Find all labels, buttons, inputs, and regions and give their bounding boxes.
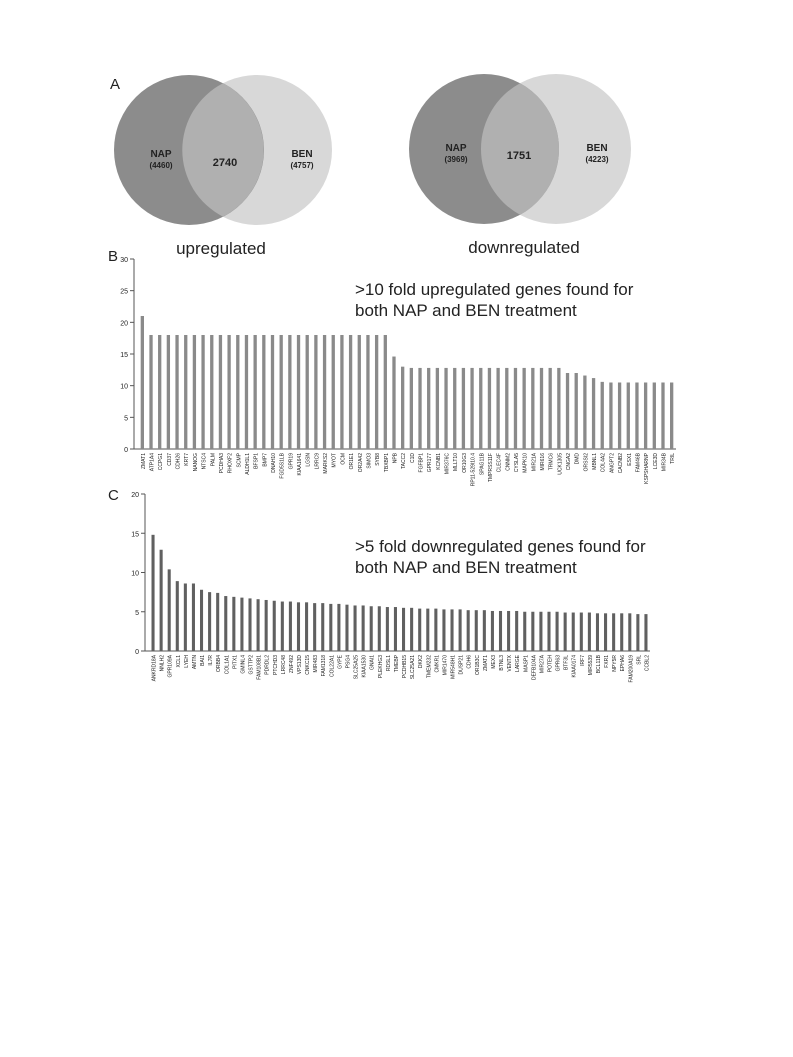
chart-b-ytick-label: 30: [120, 257, 128, 264]
chart-c-bar: [491, 611, 494, 651]
chart-b-bar: [601, 382, 604, 449]
chart-b-category-label: CYSLA5: [513, 453, 520, 473]
chart-c-category-label: OR1B3C: [474, 655, 481, 676]
chart-b-bar: [575, 373, 578, 449]
chart-c-category-label: IL7R: [208, 655, 215, 666]
chart-b-category-label: NTSC4: [201, 453, 208, 470]
chart-c-category-label: GPR109A: [167, 655, 174, 678]
chart-b-category-label: OR2A42: [357, 453, 364, 473]
chart-b-category-label: CDH26: [175, 453, 182, 470]
chart-b-bar: [635, 383, 638, 450]
chart-c-category-label: LRRC48: [280, 655, 287, 675]
chart-b-category-label: ATP1A4: [149, 453, 156, 472]
chart-c-category-label: POTEH: [547, 655, 554, 673]
chart-c-bar: [434, 609, 437, 651]
chart-c-category-label: BTNL3: [499, 655, 506, 671]
chart-b-bar: [427, 368, 430, 449]
chart-c-bar: [604, 613, 607, 651]
chart-c-category-label: MIR5539: [587, 655, 594, 676]
chart-c-bar: [628, 613, 631, 651]
chart-b-category-label: MIR616: [540, 453, 546, 471]
chart-b-category-label: TMPRSS11F: [487, 453, 494, 483]
chart-c-bar: [588, 613, 591, 651]
venn-up-overlap-count: 2740: [212, 157, 238, 169]
chart-c-category-label: VENTX: [507, 655, 514, 672]
chart-c-bar: [240, 598, 243, 651]
venn-down-nap-count: (3969): [444, 155, 468, 164]
chart-c-bar: [636, 614, 639, 651]
chart-b-bar: [514, 368, 517, 449]
chart-b-bar: [531, 368, 534, 449]
chart-c-category-label: TMEBP: [393, 655, 400, 673]
chart-b-bar: [349, 335, 352, 449]
chart-c-bar: [394, 607, 397, 651]
chart-b-bar: [549, 368, 552, 449]
chart-b-category-label: CCPG1: [158, 453, 165, 471]
chart-c-category-label: DKK2: [418, 655, 425, 669]
chart-c-category-label: ZNF492: [288, 655, 295, 674]
chart-c-category-label: LYEH: [183, 655, 190, 668]
chart-b-bar: [236, 335, 239, 449]
chart-c-bar: [248, 598, 251, 651]
chart-c-bar: [418, 609, 421, 651]
chart-b-category-label: FGFBP1: [418, 453, 425, 473]
chart-c-category-label: RDSL1: [385, 655, 392, 672]
chart-c-bar: [216, 593, 219, 651]
chart-c-bar: [192, 583, 195, 651]
chart-b-bar: [149, 335, 152, 449]
chart-c-bar: [564, 613, 567, 651]
chart-b-category-label: TBXBP1: [383, 453, 390, 473]
chart-c-bar: [152, 535, 155, 651]
chart-c-ytick-label: 0: [135, 649, 139, 656]
chart-b-category-label: NPB: [392, 453, 399, 464]
chart-c-category-label: ANKRD18A: [151, 655, 158, 682]
chart-c-bar: [281, 602, 284, 651]
chart-b-bar: [332, 335, 335, 449]
chart-b-category-label: BMP7: [262, 453, 269, 467]
chart-b-title-line-2: both NAP and BEN treatment: [355, 301, 577, 320]
chart-c-bar: [475, 610, 478, 651]
chart-b-bar: [201, 335, 204, 449]
chart-c-category-label: NPY5R: [612, 655, 619, 672]
chart-c-bar: [580, 613, 583, 651]
chart-c-bar: [410, 608, 413, 651]
chart-c-bar: [378, 606, 381, 651]
chart-c-category-label: FAM108B1: [256, 655, 263, 680]
chart-b-bar: [488, 368, 491, 449]
chart-b-bar: [462, 368, 465, 449]
chart-c-bar: [507, 611, 510, 651]
chart-b-title-line-1: >10 fold upregulated genes found for: [355, 280, 634, 299]
chart-c-bar: [297, 602, 300, 651]
chart-b-category-label: KSPSHARNP: [644, 453, 651, 484]
chart-b-category-label: PALM: [210, 453, 217, 467]
chart-b-bar: [384, 335, 387, 449]
chart-b-category-label: LGSN: [305, 453, 312, 467]
chart-b-bar: [644, 383, 647, 450]
chart-c-category-label: PTCHD3: [272, 655, 279, 676]
chart-b-bar: [141, 316, 144, 449]
venn-down-nap-label: NAP: [445, 143, 467, 154]
chart-c-bar: [273, 601, 276, 651]
chart-b-category-label: BFSP1: [253, 453, 260, 469]
chart-c-title-line-1: >5 fold downregulated genes found for: [355, 537, 646, 556]
chart-b-category-label: ZMAT1: [140, 453, 147, 470]
chart-b-category-label: TACC2: [401, 453, 408, 470]
chart-b-bar: [523, 368, 526, 449]
chart-c-bar: [515, 611, 518, 651]
chart-b-bar: [288, 335, 291, 449]
chart-b-bar: [227, 335, 230, 449]
chart-c-bar: [224, 596, 227, 651]
chart-b-bar: [410, 368, 413, 449]
chart-c-category-label: CCBL2: [644, 655, 651, 672]
venn-down-ben-label: BEN: [586, 143, 608, 154]
chart-c-category-label: MIR483: [313, 655, 320, 673]
chart-b-bar: [340, 335, 343, 449]
chart-c-ytick-label: 15: [131, 531, 139, 539]
chart-c-bar: [208, 592, 211, 651]
chart-b-category-label: PCDHA3: [218, 453, 225, 474]
chart-c-category-label: COL22A1: [329, 655, 336, 677]
chart-b-category-label: CACNB2: [618, 453, 625, 474]
chart-b-bar: [306, 335, 309, 449]
chart-c-category-label: BCL11B: [595, 655, 602, 674]
chart-c-bar: [168, 569, 171, 651]
chart-b-bar: [323, 335, 326, 449]
chart-b-category-label: CLEC4F: [496, 453, 503, 473]
panel-label-b: B: [108, 248, 119, 265]
chart-c-bar: [386, 607, 389, 651]
chart-b-category-label: CD37: [166, 453, 173, 466]
chart-c-category-label: PCDHB15: [402, 655, 409, 679]
chart-c-category-label: NNLH2: [159, 655, 166, 672]
chart-b-bar: [470, 368, 473, 449]
chart-c-bar: [596, 613, 599, 651]
chart-b-category-label: MBNL1: [592, 453, 599, 470]
chart-c-bar: [459, 609, 462, 651]
chart-b-bar: [245, 335, 248, 449]
chart-c-bar: [337, 604, 340, 651]
chart-b-category-label: SCMP: [236, 453, 243, 468]
chart-c-category-label: BTF3L: [563, 655, 570, 671]
chart-b-category-label: FAM46B: [635, 453, 642, 473]
chart-c-category-label: FAM200A19: [628, 655, 635, 683]
chart-c-category-label: GPR63: [555, 655, 562, 672]
chart-b-category-label: RP11-529I10.4: [470, 453, 477, 487]
chart-b-category-label: SPAG11B: [479, 453, 486, 476]
chart-c-category-label: DUSP21: [458, 655, 465, 675]
chart-c-category-label: GMINL4: [240, 655, 247, 674]
chart-b-category-label: LRRC9: [314, 453, 321, 470]
chart-c-ytick-label: 20: [131, 492, 139, 499]
chart-b-category-label: GPR19: [288, 453, 295, 470]
chart-c-category-label: PITX1: [232, 655, 239, 669]
chart-c-title-line-2: both NAP and BEN treatment: [355, 558, 577, 577]
chart-c-ytick-label: 10: [131, 570, 139, 578]
chart-b-ytick-label: 0: [124, 447, 128, 454]
chart-b-category-label: TRMC6: [548, 453, 555, 471]
chart-b-ytick-label: 20: [120, 320, 128, 328]
chart-b-bar: [453, 368, 456, 449]
chart-c-category-label: CNKC15: [305, 655, 312, 675]
chart-c-category-label: DEFB104A: [531, 655, 538, 681]
chart-b-category-label: ANGPT2: [609, 453, 616, 474]
panel-label-c: C: [108, 487, 119, 504]
panel-label-a: A: [110, 76, 121, 93]
chart-c-category-label: LARGE: [515, 655, 522, 672]
chart-c-bar: [450, 609, 453, 651]
chart-c-bar: [370, 606, 373, 651]
chart-b-category-label: SYB8: [375, 453, 382, 466]
chart-c-bar: [362, 605, 365, 651]
chart-c-category-label: TMEM232: [426, 655, 433, 679]
chart-c-bar: [160, 550, 163, 651]
chart-c-category-label: KIAA1530: [361, 655, 368, 678]
chart-b-category-label: KIAA1641: [297, 453, 304, 476]
chart-b-category-label: OCM: [340, 453, 347, 465]
chart-c-bar: [289, 602, 292, 651]
chart-b-category-label: MARKS2: [323, 453, 330, 474]
chart-b-bar: [444, 368, 447, 449]
venn-up-nap-count: (4460): [149, 161, 173, 170]
venn-up-caption: upregulated: [176, 239, 266, 258]
chart-c-bar: [354, 605, 357, 651]
chart-b-category-label: KCNB1: [435, 453, 442, 470]
chart-b-bar: [618, 383, 621, 450]
chart-b-category-label: MIR376C: [444, 453, 451, 475]
chart-c-bar: [200, 590, 203, 651]
chart-b-category-label: OR10G3: [461, 453, 468, 473]
chart-c-bar: [644, 614, 647, 651]
chart-b-category-label: UCK1305: [557, 453, 564, 475]
chart-b-bar: [401, 367, 404, 449]
chart-c-category-label: EPHA6: [620, 655, 627, 672]
chart-c-category-label: MIR1470: [442, 655, 449, 676]
chart-c-category-label: SLC25A21: [410, 655, 417, 680]
chart-b-category-label: CNGA2: [566, 453, 573, 471]
chart-b-bar: [653, 383, 656, 450]
venn-downregulated: [409, 74, 631, 257]
chart-c-bar: [345, 605, 348, 651]
chart-b-bar: [262, 335, 265, 449]
chart-c-bar: [556, 612, 559, 651]
chart-b-category-label: COL4A2: [600, 453, 607, 473]
chart-b-bar: [375, 335, 378, 449]
chart-b-bar: [392, 357, 395, 449]
chart-b-category-label: MYOT: [331, 453, 338, 468]
chart-c-bar: [426, 609, 429, 651]
chart-b-bar: [592, 378, 595, 449]
chart-c-bar: [483, 610, 486, 651]
chart-c-bar: [531, 612, 534, 651]
chart-c-category-label: FAM1318: [321, 655, 328, 677]
chart-c-category-label: CDH6: [466, 655, 473, 669]
chart-c-bar: [232, 597, 235, 651]
chart-c-category-label: MEX3: [490, 655, 497, 669]
chart-b-bar: [436, 368, 439, 449]
chart-b-ytick-label: 10: [120, 383, 128, 391]
venn-up-ben-count: (4757): [290, 161, 314, 170]
chart-c-category-label: SRL: [636, 655, 643, 665]
chart-b-category-label: GPR177: [427, 453, 434, 473]
chart-c-category-label: MIR27A: [539, 655, 546, 674]
chart-b-bar: [271, 335, 274, 449]
chart-b-category-label: CNNM2: [505, 453, 512, 471]
chart-c-bar: [547, 612, 550, 651]
venn-upregulated: [114, 75, 332, 258]
chart-c-bar: [265, 600, 268, 651]
chart-c-bar: [612, 613, 615, 651]
venn-down-overlap-count: 1751: [506, 150, 532, 162]
chart-b-category-label: ALDH1L1: [244, 453, 251, 475]
chart-b-ytick-label: 25: [120, 288, 128, 296]
venn-up-nap-label: NAP: [150, 149, 172, 160]
chart-b-bar: [366, 335, 369, 449]
chart-c-bar: [523, 612, 526, 651]
chart-c-category-label: MASP1: [523, 655, 530, 672]
chart-b-category-label: TRIL: [670, 453, 677, 464]
chart-b-bar: [175, 335, 178, 449]
chart-c-category-label: BAI1: [200, 655, 207, 666]
chart-c-category-label: KIAA0174: [571, 655, 578, 678]
chart-c-category-label: PDRDL2: [264, 655, 271, 675]
chart-c-category-label: ORBB4: [216, 655, 223, 672]
chart-b-category-label: LCE3D: [652, 453, 659, 470]
chart-b-ytick-label: 5: [124, 415, 128, 423]
chart-c-category-label: CMKR1: [434, 655, 441, 673]
chart-b-bar: [609, 383, 612, 450]
chart-c-category-label: XCL1: [175, 655, 182, 668]
chart-b-category-label: FGD5S1LB: [279, 453, 286, 479]
chart-b-bar: [219, 335, 222, 449]
chart-c-category-label: FXR1: [604, 655, 611, 668]
chart-b-bar: [210, 335, 213, 449]
chart-b-bar: [184, 335, 187, 449]
chart-b-category-label: RHOXF2: [227, 453, 234, 474]
chart-b-category-label: OR1E1: [349, 453, 356, 470]
chart-c-category-label: AMTN: [191, 655, 198, 670]
chart-c-category-label: GNAI1: [369, 655, 376, 671]
chart-b-category-label: MAPK10: [522, 453, 529, 473]
chart-b-bar: [661, 383, 664, 450]
chart-c-bar: [305, 602, 308, 651]
chart-c-bar: [321, 603, 324, 651]
chart-b-bar: [193, 335, 196, 449]
chart-c-bar: [184, 583, 187, 651]
chart-c-category-label: IRF7: [579, 655, 586, 666]
chart-b-bar: [583, 376, 586, 449]
chart-c-category-label: MIR548H1: [450, 655, 457, 679]
chart-b-category-label: C1D: [409, 453, 416, 464]
chart-b-bar: [297, 335, 300, 449]
chart-b-bar: [158, 335, 161, 449]
chart-b-bar: [670, 383, 673, 450]
chart-b-bar: [418, 368, 421, 449]
chart-b-bar: [358, 335, 361, 449]
chart-b-bar: [540, 368, 543, 449]
chart-c-category-label: VPS13D: [296, 655, 303, 675]
chart-b-category-label: ESX1: [626, 453, 633, 466]
chart-c-bar: [499, 611, 502, 651]
chart-b-bar: [627, 383, 630, 450]
chart-c-bar: [402, 608, 405, 651]
chart-c-category-label: SLC25A25: [353, 655, 360, 680]
chart-c-bar: [257, 599, 260, 651]
chart-b-bar: [280, 335, 283, 449]
chart-b-category-label: DMD: [574, 453, 581, 465]
venn-up-ben-label: BEN: [291, 149, 313, 160]
chart-c-category-label: ZMAT1: [482, 655, 489, 672]
chart-c-bar: [467, 610, 470, 651]
chart-c-ytick-label: 5: [135, 609, 139, 617]
chart-b-category-label: MIR21A: [531, 453, 538, 472]
chart-b-bar: [314, 335, 317, 449]
venn-down-caption: downregulated: [468, 238, 580, 257]
chart-c-category-label: COL1A1: [224, 655, 231, 675]
chart-b-bar: [566, 373, 569, 449]
chart-b-bar: [167, 335, 170, 449]
chart-c-bar: [539, 612, 542, 651]
chart-b-category-label: MIR34B: [661, 453, 668, 472]
chart-b-category-label: NANOG: [192, 453, 199, 472]
chart-c-category-label: GSTTP2: [248, 655, 255, 675]
chart-c: [131, 492, 650, 683]
chart-c-bar: [572, 613, 575, 651]
venn-down-ben-count: (4223): [585, 155, 609, 164]
chart-b-category-label: DNAH10: [271, 453, 277, 473]
chart-b-bar: [557, 368, 560, 449]
chart-b-bar: [505, 368, 508, 449]
chart-b-category-label: SIMO3: [366, 453, 373, 469]
chart-b-category-label: ORSSI2: [583, 453, 590, 472]
chart-c-category-label: GYPE: [337, 655, 344, 669]
chart-c-bar: [176, 581, 179, 651]
chart-c-category-label: PLEKHG3: [377, 655, 384, 679]
chart-b-category-label: KRT7: [184, 453, 191, 466]
chart-c-category-label: PSG4: [345, 655, 352, 669]
chart-b-bar: [479, 368, 482, 449]
chart-b-bar: [496, 368, 499, 449]
chart-c-bar: [442, 609, 445, 651]
chart-c-bar: [620, 613, 623, 651]
chart-c-bar: [329, 604, 332, 651]
chart-b-bar: [254, 335, 257, 449]
chart-b-ytick-label: 15: [120, 352, 128, 359]
chart-c-bar: [313, 603, 316, 651]
chart-b-category-label: MLLT10: [453, 453, 460, 471]
